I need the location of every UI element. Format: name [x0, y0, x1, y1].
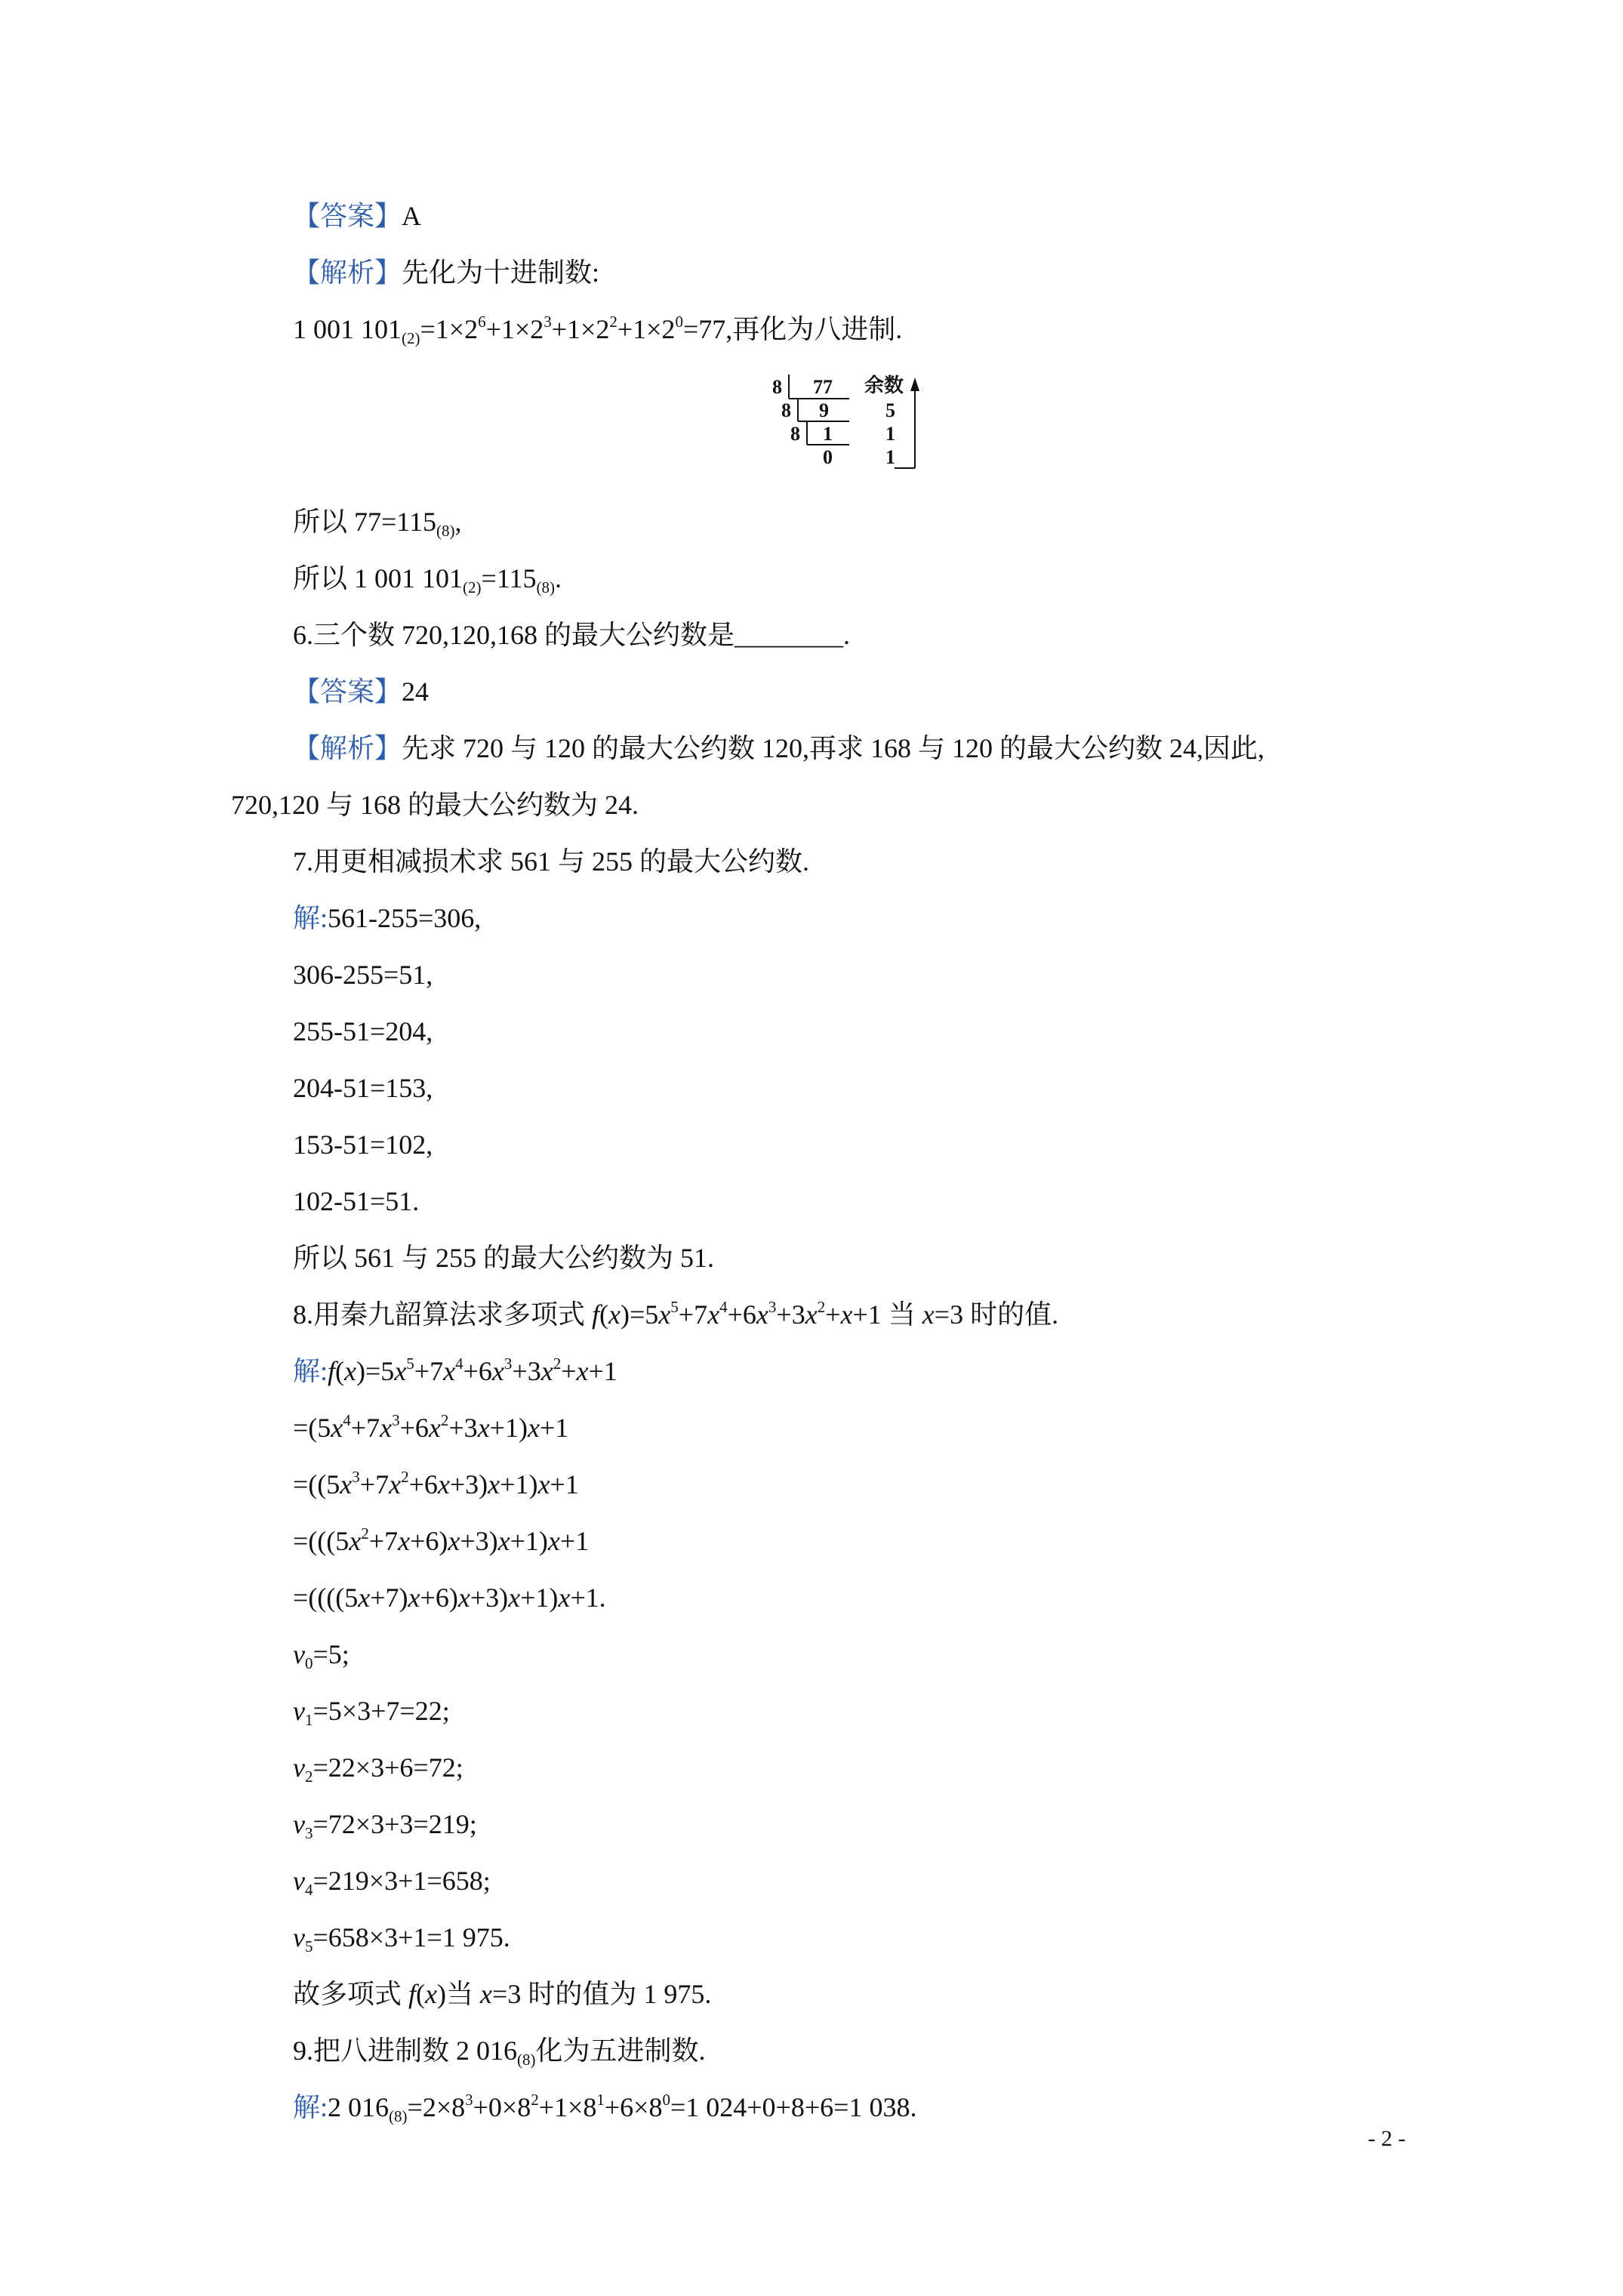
q5-analysis-line: 【解析】先化为十进制数: — [293, 257, 600, 288]
q7-question: 7.用更相减损术求 561 与 255 的最大公约数. — [293, 846, 810, 877]
solution-tag: 解: — [293, 2092, 328, 2122]
divisor: 8 — [772, 376, 782, 398]
q6-answer-line: 【答案】24 — [293, 676, 430, 707]
q7-conclusion: 所以 561 与 255 的最大公约数为 51. — [293, 1243, 715, 1273]
page-number: - 2 - — [1368, 2126, 1406, 2151]
q8-v-step: $v_1=5\times 3+7=22$; — [293, 1696, 450, 1729]
solution-tag: 解: — [293, 1356, 328, 1386]
solution-tag: 解: — [293, 903, 328, 933]
q8-horner-4: $=(((5x^2+7x+6)x+3)x+1)x+1$ — [293, 1524, 590, 1556]
q9-question: 9.把八进制数 2 $016_{(8)}$化为五进制数. — [293, 2036, 706, 2069]
q8-horner-1: 解$:f(x)=5x^5+7x^4+6x^3+3x^2+x+1$ — [293, 1354, 617, 1386]
q8-v-step: $v_0=5$; — [293, 1639, 350, 1672]
q8-v-step: $v_5=658\times 3+1=1$ 975. — [293, 1922, 510, 1955]
remainder: 5 — [885, 399, 895, 421]
q8-horner-2: $=(5x^4+7x^3+6x^2+3x+1)x+1$ — [293, 1411, 569, 1443]
quotient: 77 — [813, 376, 833, 398]
q8-v-step: $v_4=219\times 3+1=658$; — [293, 1866, 491, 1899]
q6-analysis-line-1: 【解析】先求 720 与 120 的最大公约数 120,再求 168 与 120 的最大公约数 24,因此, — [293, 733, 1265, 763]
q8-horner-5: =((((5x+7)x+6)x+3)x+1)x+1. — [293, 1583, 606, 1613]
analysis-tag: 【解析】 — [293, 257, 402, 288]
q8-v-step: $v_2=22\times 3+6=72$; — [293, 1752, 463, 1786]
q5-answer: A — [402, 201, 422, 231]
q7-step: 306-255=51, — [293, 960, 433, 990]
q5-answer-line — [293, 199, 421, 233]
q8-question: 8.用秦九韶算法求多项式 $f(x)=5x^5+7x^4+6x^3+3x^2+x+1$ 当 x=3 时的值. — [293, 1298, 1059, 1330]
q8-horner-3: $=((5x^3+7x^2+6x+3)x+1)x+1$ — [293, 1468, 579, 1499]
q7-step: 255-51=204, — [293, 1016, 433, 1046]
q7-step: 153-51=102, — [293, 1130, 433, 1160]
q6-question: 6.三个数 720,120,168 的最大公约数是________. — [293, 620, 851, 650]
q7-step: 204-51=153, — [293, 1073, 433, 1103]
short-division-figure — [766, 374, 940, 476]
q5-conversion-line: 1 001 $101_{(2)}=1\times 2^6+1\times 2^3+1\times 2^2+1\times 2^0=77$,再化为八进制. — [293, 313, 903, 347]
q7-step-first: 解:561-255=306, — [293, 903, 482, 933]
q8-conclusion: 故多项式 f(x)当 x=3 时的值为 1 975. — [293, 1979, 712, 2009]
divisor: 8 — [790, 423, 800, 445]
quotient: 1 — [823, 423, 833, 445]
quotient: 9 — [819, 399, 829, 421]
quotient: 0 — [823, 446, 833, 468]
remainder: 1 — [885, 423, 895, 445]
q7-step: 102-51=51. — [293, 1186, 420, 1216]
q5-conclusion-1: 所以 $77=115_{(8)}$, — [293, 507, 462, 540]
q6-analysis-line-2: 720,120 与 168 的最大公约数为 24. — [231, 790, 639, 820]
analysis-tag: 【解析】 — [293, 733, 402, 763]
answer-tag: 【答案】 — [293, 201, 402, 231]
q5-conclusion-2: 所以 1 001 $101_{(2)}=115_{(8)}$. — [293, 563, 562, 596]
answer-tag: 【答案】 — [293, 676, 402, 707]
q8-v-step: $v_3=72\times 3+3=219$; — [293, 1809, 477, 1842]
remainder-header: 余数 — [864, 374, 904, 396]
q9-solution: 解:2 $016_{(8)}=2\times 8^3+0\times 8^2+1\times 8^1+6\times 8^0=1$ 024+0+8+6=1 038. — [293, 2091, 917, 2125]
divisor: 8 — [781, 399, 791, 421]
remainder: 1 — [885, 446, 895, 468]
